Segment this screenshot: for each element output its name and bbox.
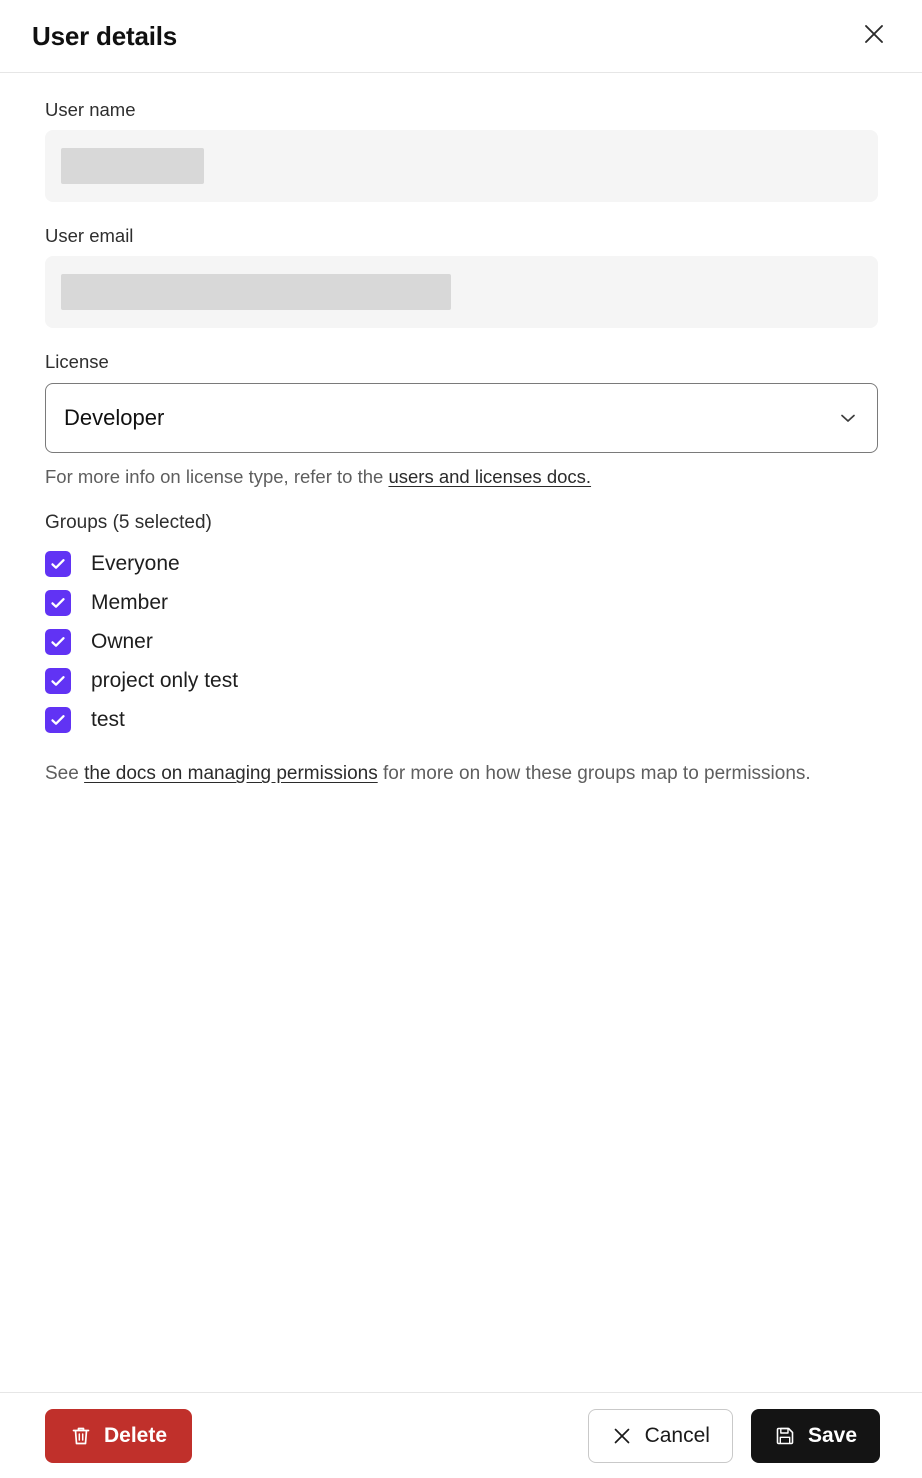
groups-footnote-prefix: See	[45, 763, 85, 785]
user-name-label: User name	[45, 99, 136, 120]
delete-button-label: Delete	[104, 1423, 168, 1447]
dialog-body	[0, 73, 922, 1392]
footer-actions	[588, 1409, 880, 1463]
license-select[interactable]	[45, 383, 878, 453]
user-name-field	[45, 130, 878, 202]
close-button[interactable]	[854, 16, 894, 56]
group-label: Member	[91, 590, 169, 614]
group-item-member[interactable]	[45, 583, 878, 622]
user-email-redacted-value	[61, 274, 451, 310]
cancel-button[interactable]	[588, 1409, 733, 1463]
group-label: test	[91, 707, 125, 731]
floppy-disk-icon	[774, 1425, 796, 1447]
group-label: Everyone	[91, 551, 180, 575]
group-item-owner[interactable]	[45, 622, 878, 661]
save-button[interactable]	[751, 1409, 880, 1463]
groups-label: Groups (5 selected)	[45, 512, 212, 534]
managing-permissions-docs-link[interactable]: the docs on managing permissions	[84, 763, 378, 785]
group-label: project only test	[91, 668, 239, 692]
chevron-down-icon	[837, 407, 859, 429]
delete-button[interactable]	[45, 1409, 192, 1463]
checkbox-checked-icon[interactable]	[45, 590, 71, 616]
user-name-redacted-value	[61, 148, 204, 184]
close-icon	[861, 21, 887, 52]
users-and-licenses-docs-link[interactable]: users and licenses docs.	[388, 465, 592, 487]
user-email-field	[45, 256, 878, 328]
group-label: Owner	[91, 629, 153, 653]
page-title: User details	[32, 20, 178, 51]
groups-footnote-suffix: for more on how these groups map to permissions.	[377, 763, 811, 785]
checkbox-checked-icon[interactable]	[45, 551, 71, 577]
checkbox-checked-icon[interactable]	[45, 668, 71, 694]
checkbox-checked-icon[interactable]	[45, 707, 71, 733]
groups-footnote	[45, 760, 878, 788]
cancel-button-label: Cancel	[644, 1423, 710, 1447]
trash-icon	[70, 1425, 92, 1447]
user-email-label: User email	[45, 225, 134, 247]
dialog-header	[0, 0, 922, 73]
license-helper-prefix: For more info on license type, refer to the	[45, 465, 389, 487]
save-button-label: Save	[807, 1423, 857, 1447]
license-selected-value: Developer	[64, 404, 165, 430]
dialog-footer	[0, 1392, 922, 1478]
close-icon	[611, 1425, 633, 1447]
checkbox-checked-icon[interactable]	[45, 629, 71, 655]
group-item-test[interactable]	[45, 700, 878, 739]
license-helper-text	[45, 464, 878, 491]
group-item-everyone[interactable]	[45, 544, 878, 583]
group-item-project-only-test[interactable]	[45, 661, 878, 700]
license-label: License	[45, 351, 109, 373]
